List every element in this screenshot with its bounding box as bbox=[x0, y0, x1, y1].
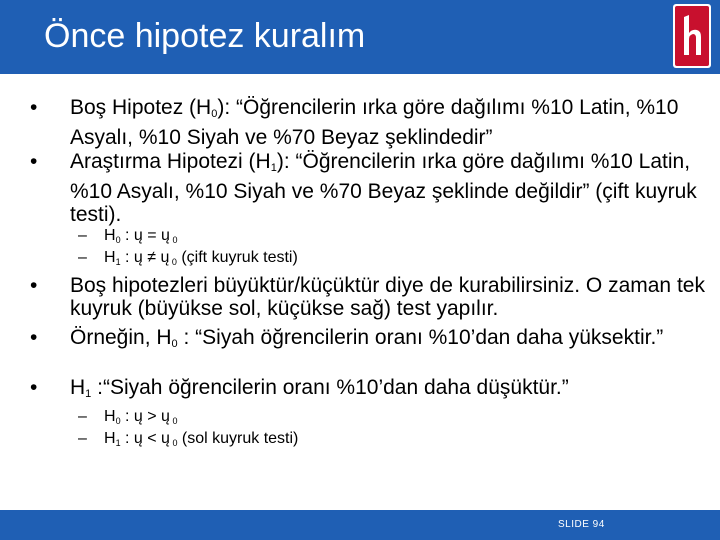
bullet-dot: • bbox=[30, 274, 38, 297]
bullet-text: Araştırma Hipotezi $(H_1)$: “Öğrencilerin ırka göre dağılımı %10 Latin, %10 Asyalı, %10 Siyah ve %70 Beyaz şeklinde değildir” (çift kuyruk testi). bbox=[70, 150, 697, 226]
hacettepe-logo-icon bbox=[672, 3, 712, 69]
slide-header bbox=[0, 0, 720, 74]
slide-title: Önce hipotez kuralım bbox=[44, 17, 366, 55]
bullet-text: $H_1$ :“Siyah öğrencilerin oranı %10’dan daha düşüktür.” bbox=[70, 376, 569, 400]
sub-dash: – bbox=[78, 408, 87, 425]
slide-footer bbox=[0, 510, 720, 540]
bullet-text: Örneğin, $H_0$ : “Siyah öğrencilerin oranı %10’dan daha yüksektir.” bbox=[70, 326, 664, 350]
bullet-dot: • bbox=[30, 376, 38, 399]
bullet-text: Boş hipotezleri büyüktür/küçüktür diye de kurabilirsiniz. O zaman tek kuyruk (büyükse sol, küçükse sağ) test yapılır. bbox=[70, 274, 705, 320]
bullet-dot: • bbox=[30, 150, 38, 173]
bullet-text: Boş Hipotez $(H_0)$: “Öğrencilerin ırka göre dağılımı %10 Latin, %10 Asyalı, %10 Siyah ve %70 Beyaz şeklindedir” bbox=[70, 96, 679, 149]
sub-dash: – bbox=[78, 227, 87, 244]
sub-dash: – bbox=[78, 430, 87, 447]
sub-dash: – bbox=[78, 249, 87, 266]
bullet-dot: • bbox=[30, 96, 38, 119]
sub-text: H1 : ų ≠ ų 0 (çift kuyruk testi) bbox=[104, 249, 298, 267]
sub-text: H0 : ų > ų 0 bbox=[104, 408, 178, 426]
sub-text: H1 : ų < ų 0 (sol kuyruk testi) bbox=[104, 430, 299, 448]
sub-text: H0 : ų = ų 0 bbox=[104, 227, 178, 245]
bullet-dot: • bbox=[30, 326, 38, 349]
slide-number: SLIDE 94 bbox=[558, 519, 605, 530]
